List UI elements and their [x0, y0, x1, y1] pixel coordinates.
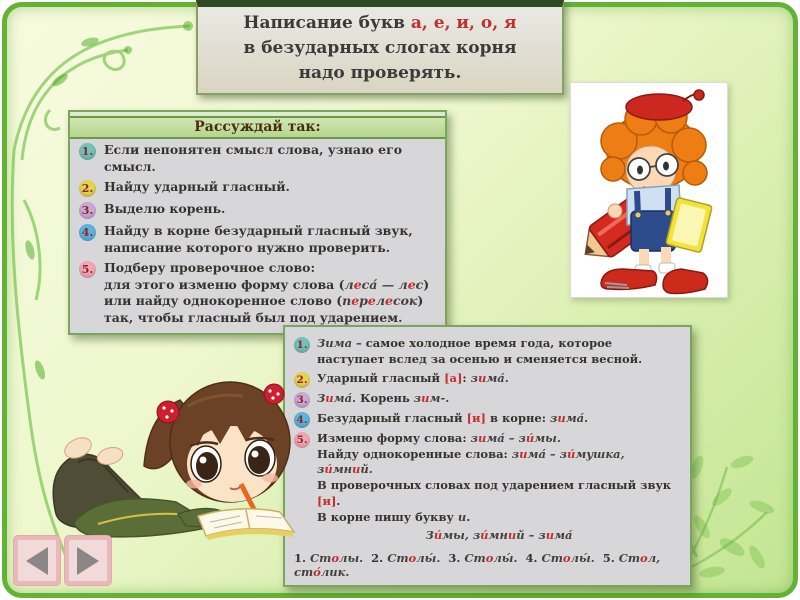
period: .	[466, 510, 471, 525]
answers-line	[285, 545, 690, 581]
reasoning-item-4-text: Найду в корне безударный гласный звук, написание которого нужно проверить.	[104, 223, 413, 255]
analysis-item-5-text	[317, 431, 681, 544]
sound-i: [и]	[466, 410, 486, 425]
reasoning-item-5-text	[104, 260, 429, 326]
root-label: Корень	[356, 390, 414, 405]
girl-writing-illustration	[48, 354, 300, 542]
title-line-3: надо проверять.	[298, 63, 462, 83]
reasoning-item-1-text: Если непонятен смысл слова, узнаю его смысл.	[104, 142, 403, 174]
example-word-lesa-les: леса́ — лес	[344, 276, 424, 292]
back-arrow-icon	[26, 547, 48, 575]
unstressed-vowel-label: Безударный гласный	[317, 410, 467, 425]
analysis-item-4-text	[317, 411, 588, 428]
stressed-vowel-label: Ударный гласный	[317, 370, 445, 385]
example-word-perelesok: перелесок	[342, 293, 418, 308]
reasoning-item-3	[70, 198, 445, 220]
boy-illustration-panel	[570, 82, 728, 298]
reasoning-item-2	[70, 176, 445, 198]
analysis-3-badge: 3.	[294, 392, 310, 408]
analysis-item-2-text	[317, 371, 509, 388]
word-zima-accent: зима́.	[470, 370, 509, 385]
period: .	[336, 494, 341, 509]
check-words-label: В проверочных словах под ударением гласный звук	[317, 478, 672, 493]
step-2-badge: 2.	[79, 180, 96, 197]
check-word-intro: Подберу проверочное слово:	[104, 260, 316, 275]
answer-1-word: Столы.	[310, 550, 364, 565]
under-stress-text: так, чтобы гласный был под ударением.	[104, 309, 403, 325]
analysis-box	[283, 325, 692, 587]
words-zima-zimushka-zimniy: зима́ – зи́мушка, зи́мний.	[317, 446, 625, 477]
answer-5-num: 5.	[602, 550, 615, 565]
analysis-2-badge: 2.	[294, 372, 310, 388]
paren-close: )	[423, 276, 430, 292]
title-vowel-letters: а, е, и, о, я	[410, 13, 517, 33]
analysis-4-badge: 4.	[294, 412, 310, 428]
title-line-1	[204, 11, 556, 36]
answer-2-word: Столы́.	[387, 550, 441, 565]
title-box	[196, 0, 564, 95]
word-zima: Зима	[317, 336, 353, 350]
letter-i: и	[457, 510, 467, 525]
in-root-label: в корне:	[486, 410, 550, 425]
write-letter-label: В корне пишу букву	[317, 510, 458, 525]
sound-a: [а]	[444, 370, 463, 385]
analysis-1-badge: 1.	[294, 337, 310, 353]
reasoning-item-4	[70, 220, 445, 257]
answer-4-word: Столы́.	[541, 550, 595, 565]
analysis-item-1-text	[317, 336, 681, 368]
reasoning-item-1	[70, 139, 445, 176]
step-3-badge: 3.	[79, 202, 96, 219]
sound-i: [и]	[317, 494, 337, 509]
forward-arrow-icon	[77, 547, 99, 575]
analysis-item-3-text	[317, 391, 449, 408]
summary-line	[317, 526, 681, 544]
paren-close: )	[417, 293, 424, 308]
analysis-item-3	[285, 389, 690, 409]
zima-definition: – самое холодное время года, которое наступает вслед за осенью и сменяется весной.	[317, 336, 643, 366]
cognate-word-text: или найду однокоренное слово (	[104, 293, 343, 308]
answer-3-word: Столы́.	[464, 550, 518, 565]
answer-5-word: Стол, сто́лик.	[294, 550, 661, 579]
word-zima-accent: Зима́.	[317, 390, 357, 405]
answer-2-num: 2.	[371, 550, 384, 565]
reasoning-box	[68, 110, 447, 335]
slide-navigation	[14, 536, 111, 585]
cognates-label: Найду однокоренные слова:	[317, 446, 512, 461]
boy-with-pencil-illustration	[571, 83, 727, 297]
change-form-text: для этого изменю форму слова (	[104, 276, 345, 292]
title-line-2: в безударных слогах корня	[243, 38, 517, 58]
analysis-item-4	[285, 409, 690, 429]
back-button[interactable]	[14, 536, 60, 585]
colon: :	[462, 370, 471, 385]
words-zima-zimy: зима́ – зи́мы.	[470, 430, 561, 445]
step-4-badge: 4.	[79, 224, 96, 241]
answer-3-num: 3.	[448, 550, 461, 565]
analysis-5-badge: 5.	[294, 432, 310, 448]
analysis-item-2	[285, 369, 690, 389]
reasoning-item-2-text: Найду ударный гласный.	[104, 179, 290, 194]
forward-button[interactable]	[65, 536, 111, 585]
reasoning-header: Рассуждай так:	[70, 116, 445, 139]
change-form-label: Изменю форму слова:	[317, 430, 471, 445]
answer-4-num: 4.	[525, 550, 538, 565]
title-prefix: Написание букв	[243, 13, 411, 33]
step-5-badge: 5.	[79, 261, 96, 278]
answer-1-num: 1.	[294, 550, 307, 565]
reasoning-item-5	[70, 257, 445, 327]
analysis-item-1	[285, 334, 690, 369]
step-1-badge: 1.	[79, 143, 96, 160]
reasoning-item-3-text: Выделю корень.	[104, 201, 226, 216]
analysis-item-5	[285, 429, 690, 545]
word-zima-accent: зима́.	[550, 410, 589, 425]
root-zim: зим-.	[413, 390, 450, 405]
words-zimy-zimniy-zima: Зи́мы, зи́мний – зима́	[425, 527, 573, 542]
